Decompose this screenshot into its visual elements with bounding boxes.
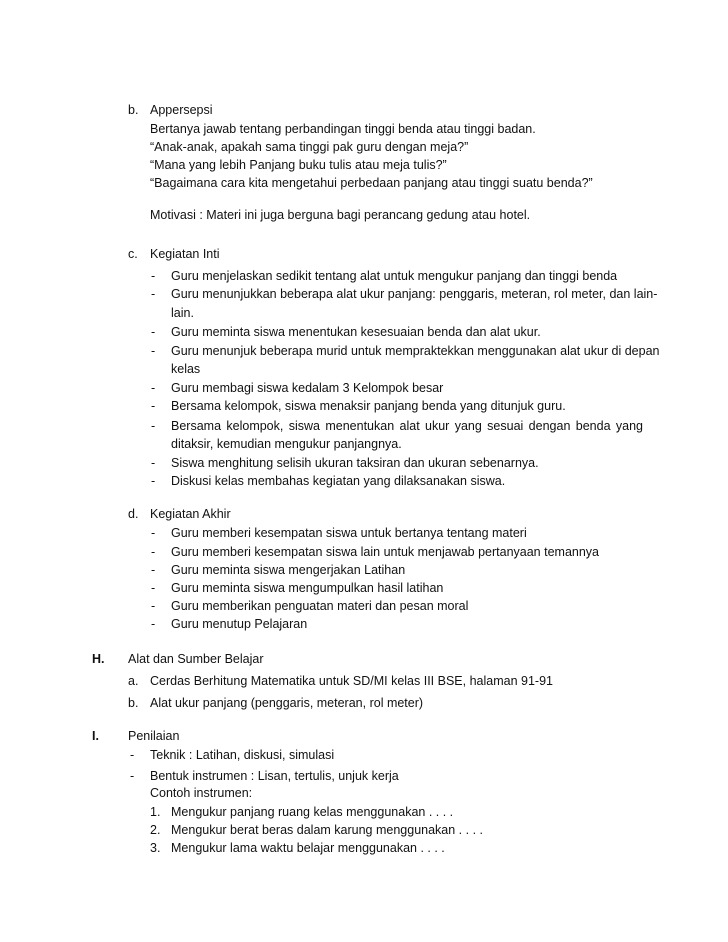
- list-item: Guru menunjuk beberapa murid untuk mempraktekkan menggunakan alat ukur di depan: [171, 344, 660, 358]
- appersepsi-line: “Mana yang lebih Panjang buku tulis atau meja tulis?”: [150, 158, 447, 172]
- list-item: Cerdas Berhitung Matematika untuk SD/MI kelas III BSE, halaman 91-91: [150, 674, 553, 688]
- list-item: Guru memberi kesempatan siswa untuk bertanya tentang materi: [171, 526, 527, 540]
- list-item: Guru membagi siswa kedalam 3 Kelompok besar: [171, 381, 444, 395]
- bullet-dash: -: [151, 599, 156, 613]
- list-item-continuation: kelas: [171, 362, 201, 376]
- appersepsi-line: “Bagaimana cara kita mengetahui perbedaan panjang atau tinggi suatu benda?”: [150, 176, 593, 190]
- list-item-continuation: lain.: [171, 306, 194, 320]
- bullet-dash: -: [151, 526, 156, 540]
- section-i-marker: I.: [92, 729, 99, 743]
- kegiatan-akhir-marker: d.: [128, 507, 139, 521]
- bullet-dash: -: [151, 399, 156, 413]
- bullet-dash: -: [130, 769, 135, 783]
- list-marker: b.: [128, 696, 139, 710]
- bullet-dash: -: [151, 381, 156, 395]
- motivasi-text: Motivasi : Materi ini juga berguna bagi perancang gedung atau hotel.: [150, 208, 531, 222]
- list-item: Siswa menghitung selisih ukuran taksiran dan ukuran sebenarnya.: [171, 456, 539, 470]
- list-item: Teknik : Latihan, diskusi, simulasi: [150, 748, 335, 762]
- kegiatan-akhir-title: Kegiatan Akhir: [150, 507, 231, 521]
- appersepsi-line: “Anak-anak, apakah sama tinggi pak guru dengan meja?”: [150, 140, 469, 154]
- appersepsi-title: Appersepsi: [150, 103, 213, 117]
- list-item: Bersama kelompok, siswa menaksir panjang benda yang ditunjuk guru.: [171, 399, 566, 413]
- list-item: Guru menunjukkan beberapa alat ukur panjang: penggaris, meteran, rol meter, dan lain-: [171, 287, 658, 301]
- numbered-marker: 3.: [150, 841, 161, 855]
- list-item: Guru meminta siswa menentukan kesesuaian benda dan alat ukur.: [171, 325, 541, 339]
- numbered-item: Mengukur lama waktu belajar menggunakan . . . .: [171, 841, 445, 855]
- numbered-marker: 2.: [150, 823, 161, 837]
- section-i-title: Penilaian: [128, 729, 180, 743]
- kegiatan-inti-marker: c.: [128, 247, 138, 261]
- bullet-dash: -: [151, 474, 156, 488]
- numbered-marker: 1.: [150, 805, 161, 819]
- list-item: Guru menutup Pelajaran: [171, 617, 308, 631]
- bullet-dash: -: [151, 419, 156, 433]
- numbered-item: Mengukur panjang ruang kelas menggunakan . . . .: [171, 805, 454, 819]
- bullet-dash: -: [151, 581, 156, 595]
- list-item: Guru meminta siswa mengerjakan Latihan: [171, 563, 406, 577]
- bullet-dash: -: [151, 545, 156, 559]
- list-item: Guru memberikan penguatan materi dan pesan moral: [171, 599, 469, 613]
- bullet-dash: -: [130, 748, 135, 762]
- list-item: Alat ukur panjang (penggaris, meteran, rol meter): [150, 696, 424, 710]
- bullet-dash: -: [151, 563, 156, 577]
- list-item: Guru meminta siswa mengumpulkan hasil latihan: [171, 581, 444, 595]
- contoh-label: Contoh instrumen:: [150, 786, 253, 800]
- bullet-dash: -: [151, 287, 156, 301]
- appersepsi-marker: b.: [128, 103, 139, 117]
- numbered-item: Mengukur berat beras dalam karung menggunakan . . . .: [171, 823, 483, 837]
- list-item-continuation: ditaksir, kemudian mengukur panjangnya.: [171, 437, 402, 451]
- list-item: Diskusi kelas membahas kegiatan yang dilaksanakan siswa.: [171, 474, 506, 488]
- list-item: Guru memberi kesempatan siswa lain untuk menjawab pertanyaan temannya: [171, 545, 600, 559]
- bullet-dash: -: [151, 456, 156, 470]
- bullet-dash: -: [151, 325, 156, 339]
- bullet-dash: -: [151, 617, 156, 631]
- appersepsi-line: Bertanya jawab tentang perbandingan tinggi benda atau tinggi badan.: [150, 122, 536, 136]
- section-h-marker: H.: [92, 652, 105, 666]
- list-item: Bersama kelompok, siswa menentukan alat ukur yang sesuai dengan benda yang: [171, 419, 643, 433]
- list-item: Guru menjelaskan sedikit tentang alat untuk mengukur panjang dan tinggi benda: [171, 269, 618, 283]
- section-h-title: Alat dan Sumber Belajar: [128, 652, 264, 666]
- list-item: Bentuk instrumen : Lisan, tertulis, unjuk kerja: [150, 769, 399, 783]
- bullet-dash: -: [151, 269, 156, 283]
- bullet-dash: -: [151, 344, 156, 358]
- kegiatan-inti-title: Kegiatan Inti: [150, 247, 220, 261]
- list-marker: a.: [128, 674, 139, 688]
